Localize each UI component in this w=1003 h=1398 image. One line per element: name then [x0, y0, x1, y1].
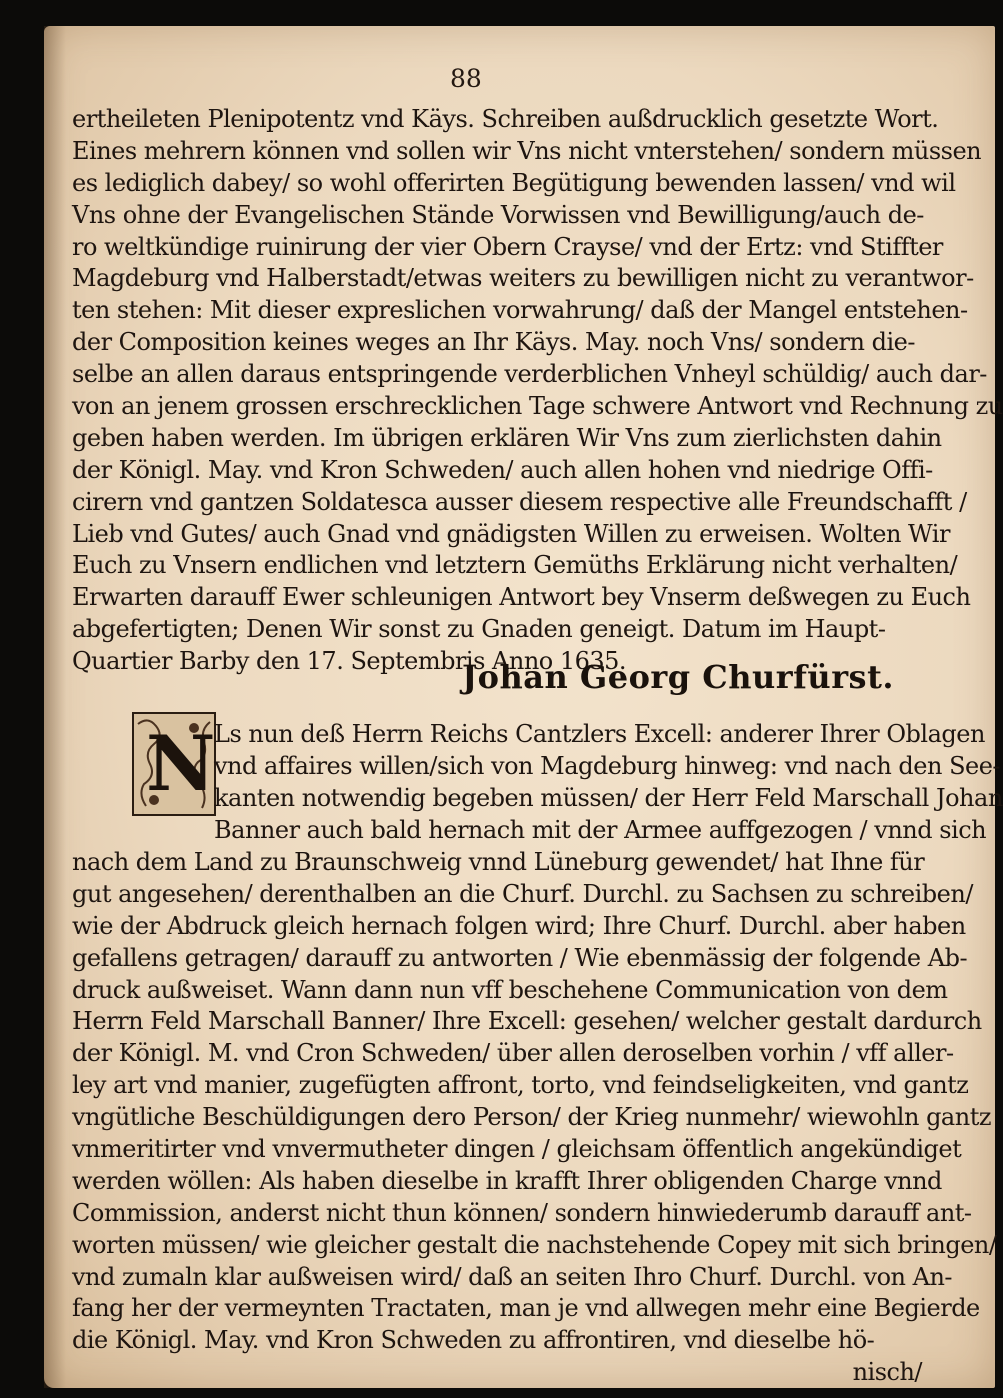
text-line: Commission, anderst nicht thun können/ sondern hinwiederumb darauff ant- [72, 1198, 972, 1227]
text-line: ro weltkündige ruinirung der vier Obern Crayse/ vnd der Ertz: vnd Stiffter [72, 232, 943, 261]
text-line: cirern vnd gantzen Soldatesca ausser diesem respective alle Freundschafft / [72, 487, 967, 516]
text-line: fang her der vermeynten Tractaten, man je vnd allwegen mehr eine Begierde [72, 1294, 980, 1323]
text-line: Euch zu Vnsern endlichen vnd letztern Gemüths Erklärung nicht verhalten/ [72, 551, 958, 580]
text-line: Quartier Barby den 17. Septembris Anno 1635. [72, 647, 627, 676]
text-line: abgefertigten; Denen Wir sonst zu Gnaden geneigt. Datum im Haupt- [72, 615, 886, 644]
page-spine-shadow [44, 26, 66, 1388]
drop-cap-letter: N [146, 719, 216, 808]
text-line: es lediglich dabey/ so wohl offerirten Begütigung bewenden lassen/ vnd wil [72, 168, 956, 197]
text-line: wie der Abdruck gleich hernach folgen wird; Ihre Churf. Durchl. aber haben [72, 911, 966, 940]
text-line: Herrn Feld Marschall Banner/ Ihre Excell: gesehen/ welcher gestalt dardurch [72, 1007, 982, 1036]
text-line: gefallens getragen/ darauff zu antworten / Wie ebenmässig der folgende Ab- [72, 943, 968, 972]
text-line: Vns ohne der Evangelischen Stände Vorwissen vnd Bewilligung/auch de- [72, 200, 924, 229]
text-line: worten müssen/ wie gleicher gestalt die nachstehende Copey mit sich bringen/ [72, 1230, 997, 1259]
text-line: geben haben werden. Im übrigen erklären Wir Vns zum zierlichsten dahin [72, 423, 942, 452]
text-line: druck außweiset. Wann dann nun vff beschehene Communication von dem [72, 975, 948, 1004]
paragraph-narrative-indented-last [214, 815, 987, 847]
text-line: vnmeritirter vnd vnvermutheter dingen / gleichsam öffentlich angekündiget [72, 1135, 962, 1164]
text-line: vnd affaires willen/sich von Magdeburg hinweg: vnd nach den See- [214, 751, 1001, 780]
text-line: von an jenem grossen erschrecklichen Tage schwere Antwort vnd Rechnung zu [72, 392, 1003, 421]
page-number: 88 [450, 64, 482, 93]
text-line: ten stehen: Mit dieser expreslichen vorwahrung/ daß der Mangel entstehen- [72, 296, 968, 325]
text-line: nach dem Land zu Braunschweig vnnd Lüneburg gewendet/ hat Ihne für [72, 848, 925, 876]
paragraph-narrative [72, 847, 997, 1389]
text-line: selbe an allen daraus entspringende verderblichen Vnheyl schüldig/ auch dar- [72, 360, 987, 389]
text-line: der Königl. May. vnd Kron Schweden/ auch allen hohen vnd niedrige Offi- [72, 455, 933, 484]
text-line: Lieb vnd Gutes/ auch Gnad vnd gnädigsten Willen zu erweisen. Wolten Wir [72, 519, 950, 548]
drop-cap-initial [132, 712, 216, 816]
text-line: gut angesehen/ derenthalben an die Churf. Durchl. zu Sachsen zu schreiben/ [72, 879, 973, 908]
text-line: vnd zumaln klar außweisen wird/ daß an seiten Ihro Churf. Durchl. von An- [72, 1262, 953, 1291]
text-line: werden wöllen: Als haben dieselbe in krafft Ihrer obligenden Charge vnnd [72, 1166, 942, 1195]
paragraph-letter-body [72, 104, 1003, 678]
signature: Johan Georg Churfürst. [462, 658, 894, 696]
text-line: ley art vnd manier, zugefügten affront, torto, vnd feindseligkeiten, vnd gantz [72, 1071, 969, 1100]
text-line: Eines mehrern können vnd sollen wir Vns nicht vnterstehen/ sondern müssen [72, 136, 982, 165]
text-line: ertheileten Plenipotentz vnd Käys. Schreiben außdrucklich gesetzte Wort. [72, 105, 939, 133]
text-line: Erwarten darauff Ewer schleunigen Antwort bey Vnserm deßwegen zu Euch [72, 583, 971, 612]
text-line: der Königl. M. vnd Cron Schweden/ über allen deroselben vorhin / vff aller- [72, 1039, 954, 1068]
text-line: die Königl. May. vnd Kron Schweden zu affrontiren, vnd dieselbe hö- [72, 1326, 875, 1355]
text-line: vngütliche Beschüldigungen dero Person/ der Krieg nunmehr/ wiewohln gantz [72, 1103, 991, 1132]
text-line: der Composition keines weges an Ihr Käys. May. noch Vns/ sondern die- [72, 328, 915, 357]
text-line: Banner auch bald hernach mit der Armee auffgezogen / vnnd sich [214, 816, 987, 844]
text-line: Magdeburg vnd Halberstadt/etwas weiters zu bewilligen nicht zu verantwor- [72, 264, 974, 293]
paragraph-narrative-indented [214, 719, 1003, 815]
catchword-line: nisch/ [852, 1358, 922, 1387]
text-line: kanten notwendig begeben müssen/ der Herr Feld Marschall Johan [214, 783, 1003, 812]
text-line: Ls nun deß Herrn Reichs Cantzlers Excell: anderer Ihrer Oblagen [214, 720, 985, 748]
